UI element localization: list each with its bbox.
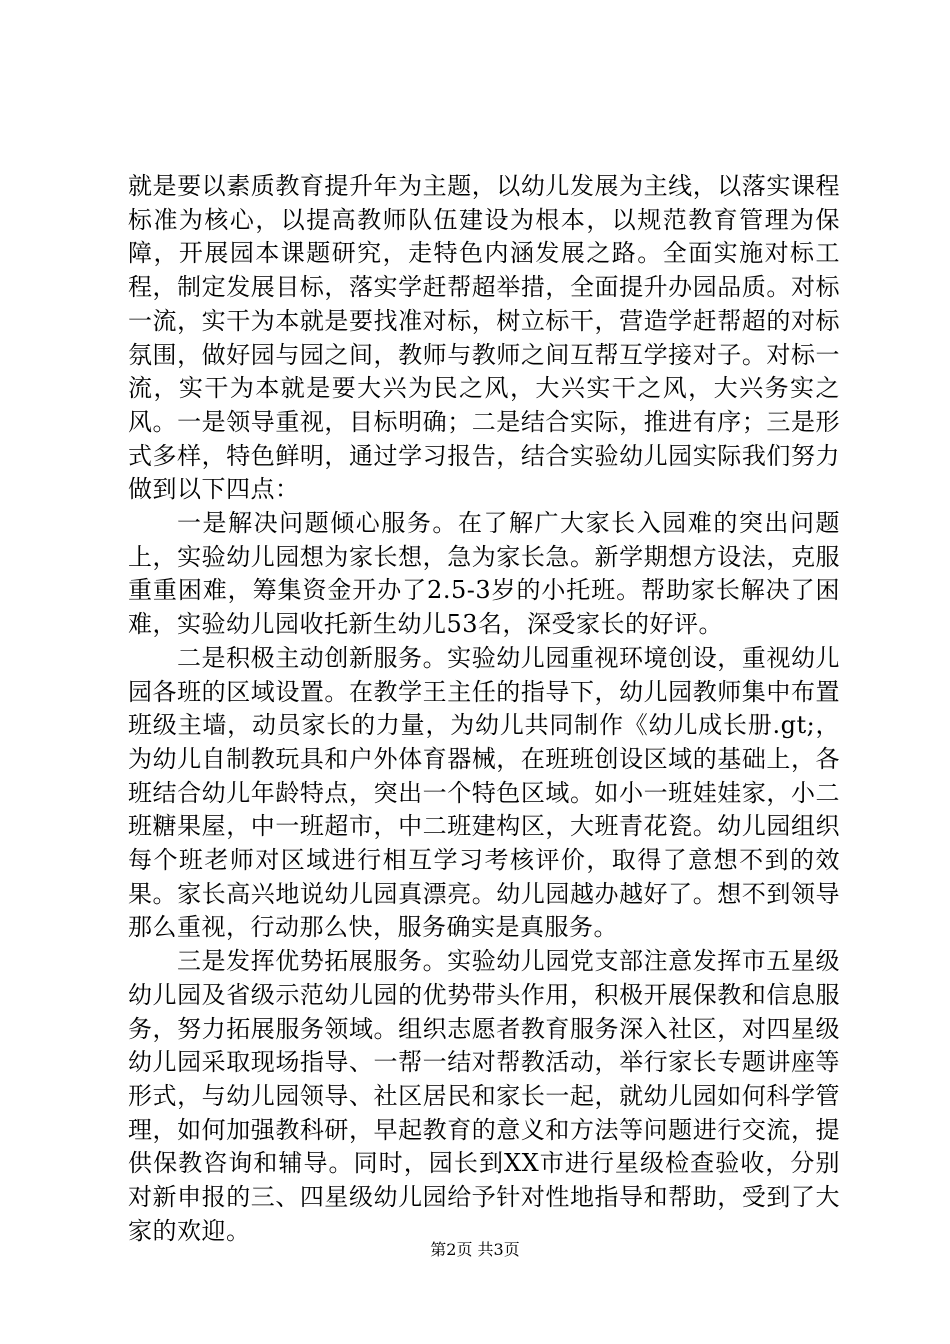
body-paragraph-3: 二是积极主动创新服务。实验幼儿园重视环境创设，重视幼儿园各班的区域设置。在教学王主任的指导下，幼儿园教师集中布置班级主墙，动员家长的力量，为幼儿共同制作《幼儿成长册.gt;，为幼儿自制教玩具和户外体育器械，在班班创设区域的基础上，各班结合幼儿年龄特点，突出一个特色区域。如小一班娃娃家，小二班糖果屋，中一班超市，中二班建构区，大班青花瓷。幼儿园组织每个班老师对区域进行相互学习考核评价，取得了意想不到的效果。家长高兴地说幼儿园真漂亮。幼儿园越办越好了。想不到领导那么重视，行动那么快，服务确实是真服务。 xyxy=(128,643,840,942)
document-body xyxy=(128,170,840,1249)
body-paragraph-4: 三是发挥优势拓展服务。实验幼儿园党支部注意发挥市五星级幼儿园及省级示范幼儿园的优势带头作用，积极开展保教和信息服务，努力拓展服务领域。组织志愿者教育服务深入社区，对四星级幼儿园采取现场指导、一帮一结对帮教活动，举行家长专题讲座等形式，与幼儿园领导、社区居民和家长一起，就幼儿园如何科学管理，如何加强教科研，早起教育的意义和方法等问题进行交流，提供保教咨询和辅导。同时，园长到XX市进行星级检查验收，分别对新申报的三、四星级幼儿园给予针对性地指导和帮助，受到了大家的欢迎。 xyxy=(128,947,840,1245)
body-paragraph-2: 一是解决问题倾心服务。在了解广大家长入园难的突出问题上，实验幼儿园想为家长想，急为家长急。新学期想方设法，克服重重困难，筹集资金开办了2.5-3岁的小托班。帮助家长解决了困难，实验幼儿园收托新生幼儿53名，深受家长的好评。 xyxy=(128,509,840,639)
page-footer: 第2页 共3页 xyxy=(430,1240,520,1259)
body-paragraph-1: 就是要以素质教育提升年为主题，以幼儿发展为主线，以落实课程标准为核心，以提高教师队伍建设为根本，以规范教育管理为保障，开展园本课题研究，走特色内涵发展之路。全面实施对标工程，制定发展目标，落实学赶帮超举措，全面提升办园品质。对标一流，实干为本就是要找准对标，树立标干，营造学赶帮超的对标氛围，做好园与园之间，教师与教师之间互帮互学接对子。对标一流，实干为本就是要大兴为民之风，大兴实干之风，大兴务实之风。一是领导重视，目标明确；二是结合实际，推进有序；三是形式多样，特色鲜明，通过学习报告，结合实验幼儿园实际我们努力做到以下四点： xyxy=(128,172,840,504)
